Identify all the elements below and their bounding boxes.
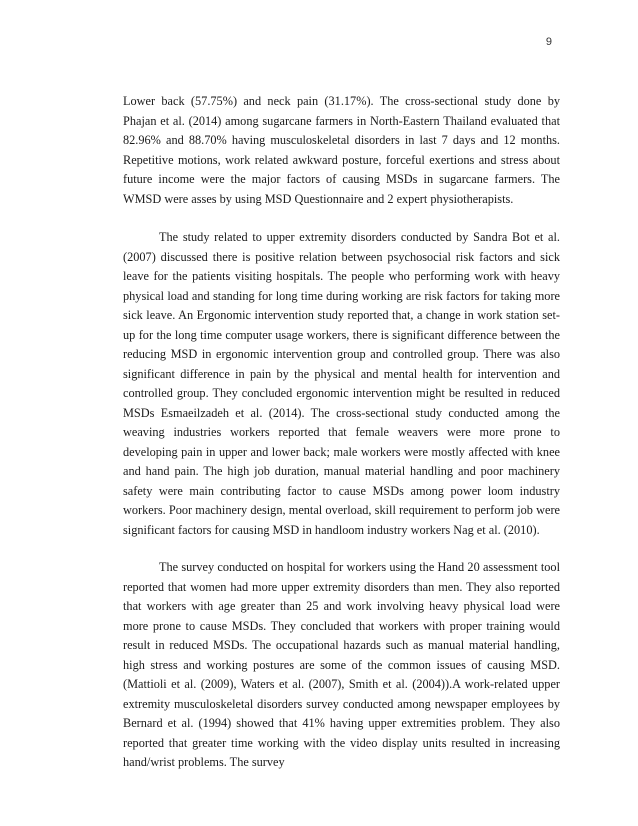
paragraph-2: The study related to upper extremity disorders conducted by Sandra Bot et al. (2007) discussed there is positive relation between psychosocial risk factors and sick leave for the patients visiting hospitals. The people who performing work with heavy physical load and standing for long time during working are risk factors for taking more sick leave. An Ergonomic intervention study reported that, a change in work station set-up for the long time computer usage workers, there is significant difference between the reducing MSD in ergonomic intervention group and controlled group. There was also significant difference in pain by the physical and mental health for intervention and controlled group. They concluded ergonomic intervention might be resulted in reduced MSDs Esmaeilzadeh et al. (2014). The cross-sectional study conducted among the weaving industries workers reported that female weavers were more prone to developing pain in upper and lower back; male workers were mostly affected with knee and hand pain. The high job duration, manual material handling and poor machinery safety were main contributing factor to cause MSDs among power loom industry workers. Poor machinery design, mental overload, skill requirement to perform job were significant factors for causing MSD in handloom industry workers Nag et al. (2010). <box>123 230 560 537</box>
paragraph-spacer <box>123 209 560 228</box>
paragraph-1: Lower back (57.75%) and neck pain (31.17%). The cross-sectional study done by Phajan et al. (2014) among sugarcane farmers in North-Eastern Thailand evaluated that 82.96% and 88.70% having musculoskeletal disorders in last 7 days and 12 months. Repetitive motions, work related awkward posture, forceful exertions and stress about future income were the major factors of causing MSDs in sugarcane farmers. The WMSD were asses by using MSD Questionnaire and 2 expert physiotherapists. <box>123 94 560 206</box>
body-text <box>123 92 560 773</box>
page-number: 9 <box>545 36 552 48</box>
paragraph-3: The survey conducted on hospital for workers using the Hand 20 assessment tool reported that women had more upper extremity disorders than men. They also reported that workers with age greater than 25 and work involving heavy physical load were more prone to cause MSDs. They concluded that workers with proper training would result in reduced MSDs. The occupational hazards such as manual material handling, high stress and working postures are some of the common issues of causing MSD. (Mattioli et al. (2009), Waters et al. (2007), Smith et al. (2004)).A work-related upper extremity musculoskeletal disorders survey conducted among newspaper employees by Bernard et al. (1994) showed that 41% having upper extremities problem. They also reported that greater time working with the video display units resulted in increasing hand/wrist problems. The survey <box>123 560 560 769</box>
paragraph-spacer <box>123 540 560 558</box>
